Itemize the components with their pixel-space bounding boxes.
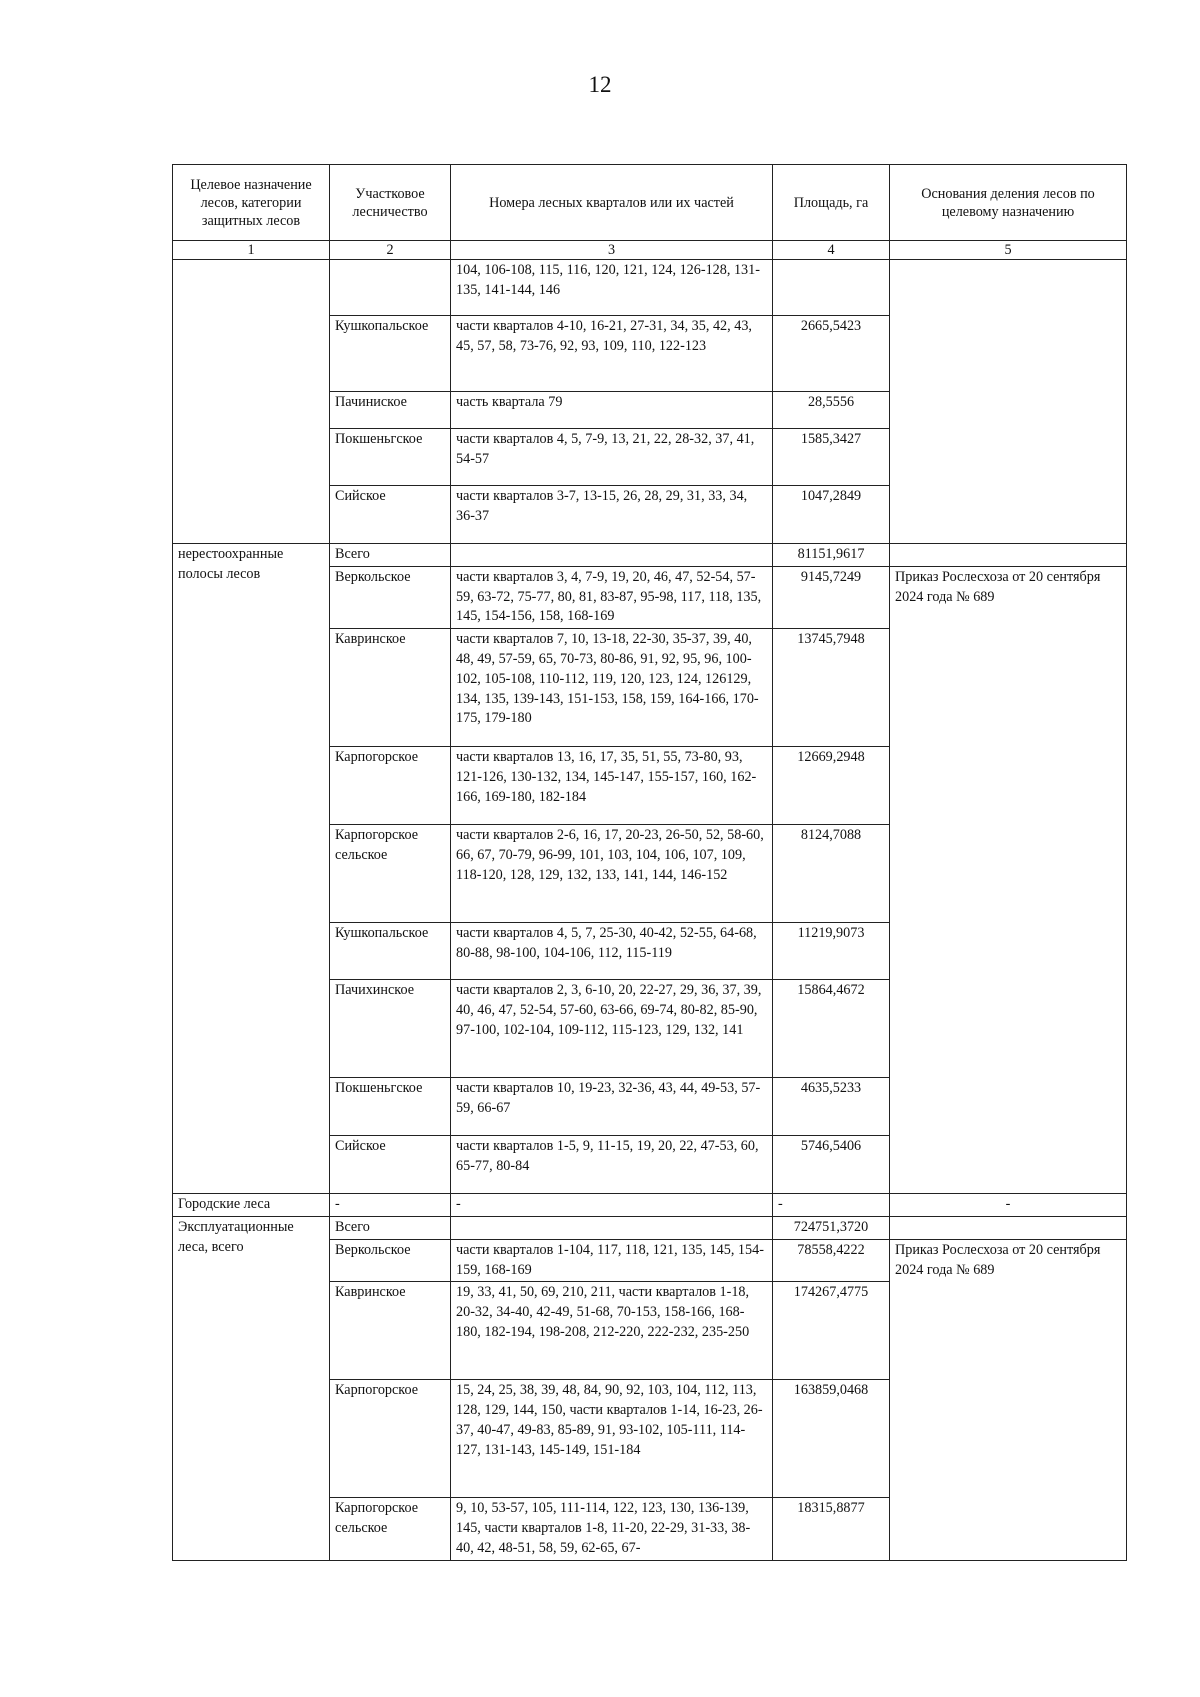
quarters-cell: часть квартала 79 — [451, 392, 773, 429]
quarters-cell: части кварталов 4-10, 16-21, 27-31, 34, 35, 42, 43, 45, 57, 58, 73-76, 92, 93, 109, 110, 122-123 — [451, 316, 773, 392]
column-number: 2 — [330, 241, 451, 260]
basis-cell: Приказ Рослесхоза от 20 сентября 2024 года № 689 — [890, 1239, 1127, 1560]
area-cell: 174267,4775 — [773, 1282, 890, 1380]
forestry-cell: Сийское — [330, 486, 451, 544]
area-cell: 78558,4222 — [773, 1239, 890, 1282]
quarters-cell: части кварталов 3-7, 13-15, 26, 28, 29, 31, 33, 34, 36-37 — [451, 486, 773, 544]
column-number: 4 — [773, 241, 890, 260]
area-cell: 5746,5406 — [773, 1136, 890, 1194]
header-purpose: Целевое назначение лесов, категории защитных лесов — [173, 165, 330, 241]
quarters-cell: части кварталов 2-6, 16, 17, 20-23, 26-50, 52, 58-60, 66, 67, 70-79, 96-99, 101, 103, 104, 106, 107, 109, 118-120, 128, 129, 132, 133, 141, 144, 146-152 — [451, 825, 773, 923]
forestry-cell: Всего — [330, 544, 451, 567]
category-cell: Городские леса — [173, 1194, 330, 1217]
area-cell: 1585,3427 — [773, 429, 890, 486]
forestry-cell: Веркольское — [330, 566, 451, 628]
area-cell: 4635,5233 — [773, 1078, 890, 1136]
area-cell: 1047,2849 — [773, 486, 890, 544]
column-number-row — [173, 241, 1127, 260]
forestry-cell: Всего — [330, 1216, 451, 1239]
forestry-cell: Кавринское — [330, 629, 451, 747]
area-cell: 18315,8877 — [773, 1498, 890, 1560]
area-cell: 8124,7088 — [773, 825, 890, 923]
area-cell: 28,5556 — [773, 392, 890, 429]
quarters-cell: - — [451, 1194, 773, 1217]
forestry-cell: Сийское — [330, 1136, 451, 1194]
quarters-cell — [451, 1216, 773, 1239]
quarters-cell: части кварталов 3, 4, 7-9, 19, 20, 46, 47, 52-54, 57-59, 63-72, 75-77, 80, 81, 83-87, 95-98, 117, 118, 135, 145, 154-156, 158, 168-169 — [451, 566, 773, 628]
total-row — [173, 1216, 1127, 1239]
area-cell: 724751,3720 — [773, 1216, 890, 1239]
quarters-cell: части кварталов 2, 3, 6-10, 20, 22-27, 29, 36, 37, 39, 40, 46, 47, 52-54, 57-60, 63-66, 69-74, 80-82, 85-90, 97-100, 102-104, 109-112, 115-123, 129, 132, 141 — [451, 980, 773, 1078]
forestry-cell: Карпогорское сельское — [330, 1498, 451, 1560]
forest-quarters-table — [172, 164, 1127, 1561]
area-cell: 15864,4672 — [773, 980, 890, 1078]
header-area: Площадь, га — [773, 165, 890, 241]
forestry-cell: Карпогорское — [330, 1380, 451, 1498]
quarters-cell: части кварталов 1-104, 117, 118, 121, 135, 145, 154-159, 168-169 — [451, 1239, 773, 1282]
area-cell: - — [773, 1194, 890, 1217]
category-cell: Эксплуатационные леса, всего — [173, 1216, 330, 1560]
area-cell: 2665,5423 — [773, 316, 890, 392]
category-cell: нерестоохранные полосы лесов — [173, 544, 330, 1194]
header-quarters: Номера лесных кварталов или их частей — [451, 165, 773, 241]
basis-cell: - — [890, 1194, 1127, 1217]
forestry-cell: Карпогорское сельское — [330, 825, 451, 923]
basis-cell — [890, 544, 1127, 567]
basis-cell — [890, 260, 1127, 544]
city-forests-row — [173, 1194, 1127, 1217]
column-number: 1 — [173, 241, 330, 260]
forestry-cell: Кушкопальское — [330, 316, 451, 392]
forestry-cell: Пачихинское — [330, 980, 451, 1078]
forestry-cell: Карпогорское — [330, 747, 451, 825]
forestry-cell: Покшеньгское — [330, 429, 451, 486]
header-basis: Основания деления лесов по целевому назначению — [890, 165, 1127, 241]
forestry-cell: Кавринское — [330, 1282, 451, 1380]
quarters-cell: 9, 10, 53-57, 105, 111-114, 122, 123, 130, 136-139, 145, части кварталов 1-8, 11-20, 22-29, 31-33, 38-40, 42, 48-51, 58, 59, 62-65, 67- — [451, 1498, 773, 1560]
basis-cell — [890, 1216, 1127, 1239]
quarters-cell: части кварталов 7, 10, 13-18, 22-30, 35-37, 39, 40, 48, 49, 57-59, 65, 70-73, 80-86, 91, 92, 95, 96, 100-102, 105-108, 110-112, 119, 120, 123, 124, 126129, 134, 135, 139-143, 151-153, 158, 159, 164-166, 170-175, 179-180 — [451, 629, 773, 747]
page-number: 12 — [588, 72, 612, 97]
area-cell: 12669,2948 — [773, 747, 890, 825]
column-number: 3 — [451, 241, 773, 260]
quarters-cell: 19, 33, 41, 50, 69, 210, 211, части кварталов 1-18, 20-32, 34-40, 42-49, 51-68, 70-153, 158-166, 168-180, 182-194, 198-208, 212-220, 222-232, 235-250 — [451, 1282, 773, 1380]
basis-cell: Приказ Рослесхоза от 20 сентября 2024 года № 689 — [890, 566, 1127, 1193]
column-number: 5 — [890, 241, 1127, 260]
table-row — [173, 260, 1127, 316]
forestry-cell: Кушкопальское — [330, 923, 451, 980]
quarters-cell — [451, 544, 773, 567]
area-cell: 13745,7948 — [773, 629, 890, 747]
area-cell — [773, 260, 890, 316]
forestry-cell: Покшеньгское — [330, 1078, 451, 1136]
header-forestry: Участковое лесничество — [330, 165, 451, 241]
quarters-cell: части кварталов 1-5, 9, 11-15, 19, 20, 22, 47-53, 60, 65-77, 80-84 — [451, 1136, 773, 1194]
forestry-cell: Веркольское — [330, 1239, 451, 1282]
quarters-cell: части кварталов 4, 5, 7, 25-30, 40-42, 52-55, 64-68, 80-88, 98-100, 104-106, 112, 115-119 — [451, 923, 773, 980]
quarters-cell: части кварталов 4, 5, 7-9, 13, 21, 22, 28-32, 37, 41, 54-57 — [451, 429, 773, 486]
purpose-cell — [173, 260, 330, 544]
quarters-cell: 15, 24, 25, 38, 39, 48, 84, 90, 92, 103, 104, 112, 113, 128, 129, 144, 150, части кварталов 1-14, 16-23, 26-37, 40-47, 49-83, 85-89, 91, 93-102, 105-111, 114-127, 131-143, 145-149, 151-184 — [451, 1380, 773, 1498]
area-cell: 11219,9073 — [773, 923, 890, 980]
total-row — [173, 544, 1127, 567]
quarters-cell: части кварталов 13, 16, 17, 35, 51, 55, 73-80, 93, 121-126, 130-132, 134, 145-147, 155-157, 160, 162-166, 169-180, 182-184 — [451, 747, 773, 825]
forestry-cell: Пачиниское — [330, 392, 451, 429]
quarters-cell: части кварталов 10, 19-23, 32-36, 43, 44, 49-53, 57-59, 66-67 — [451, 1078, 773, 1136]
area-cell: 9145,7249 — [773, 566, 890, 628]
area-cell: 81151,9617 — [773, 544, 890, 567]
area-cell: 163859,0468 — [773, 1380, 890, 1498]
header-row — [173, 165, 1127, 241]
forestry-cell: - — [330, 1194, 451, 1217]
forestry-cell — [330, 260, 451, 316]
quarters-cell: 104, 106-108, 115, 116, 120, 121, 124, 126-128, 131-135, 141-144, 146 — [451, 260, 773, 316]
